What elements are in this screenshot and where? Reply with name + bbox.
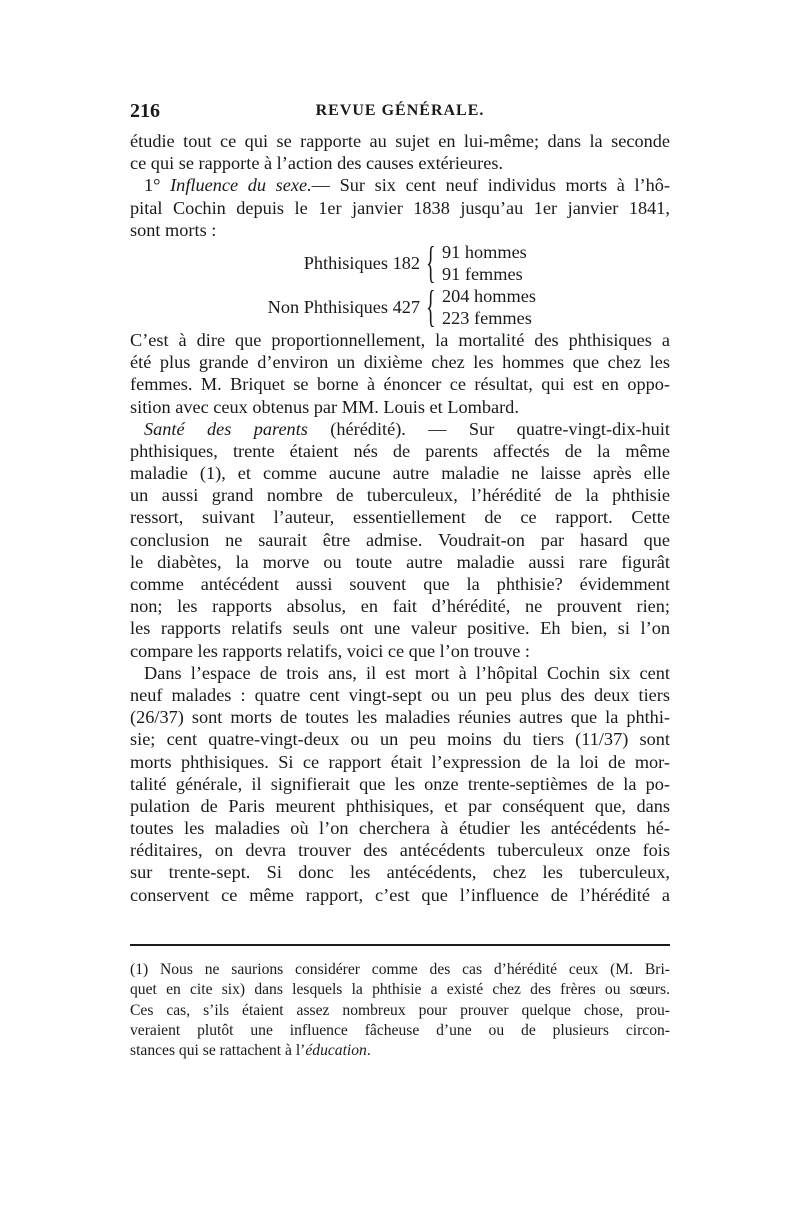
text-line: toutes les maladies où l’on cherchera à étudier les antécédents hé- — [130, 818, 670, 839]
text-line: neuf malades : quatre cent vingt-sept ou un peu plus des deux tiers — [130, 684, 670, 705]
section-heading-line: Santé des parents (hérédité). — Sur quatre-vingt-dix-huit — [144, 418, 670, 439]
running-header — [130, 100, 670, 126]
non-phthisiques-men: 204 hommes — [442, 285, 536, 306]
text-line: pital Cochin depuis le 1er janvier 1838 jusqu’au 1er janvier 1841, — [130, 197, 670, 218]
footnote-line: (1) Nous ne saurions considérer comme des cas d’hérédité ceux (M. Bri- — [130, 961, 670, 978]
non-phthisiques-label: Non Phthisiques 427 — [267, 296, 420, 317]
running-title: REVUE GÉNÉRALE. — [315, 102, 485, 119]
text-line: compare les rapports relatifs, voici ce que l’on trouve : — [130, 640, 531, 661]
text-line: ce qui se rapporte à l’action des causes extérieures. — [130, 153, 504, 174]
footnote-line: stances qui se rattachent à l’éducation. — [130, 1042, 371, 1060]
section-title-heredity: Santé des parents — [144, 418, 308, 439]
text-line: phthisiques, trente étaient nés de parents affectés de la même — [130, 440, 670, 461]
phthisiques-women: 91 femmes — [442, 263, 523, 284]
section-heading-line: 1° Influence du sexe.— Sur six cent neuf individus morts à l’hô- — [144, 175, 670, 196]
text-line: conclusion ne saurait être admise. Voudrait-on par hasard que — [130, 529, 670, 550]
phthisiques-label: Phthisiques 182 — [303, 252, 420, 273]
text-line: sie; cent quatre-vingt-deux ou un peu moins du tiers (11/37) sont — [130, 729, 670, 750]
text-line: morts phthisiques. Si ce rapport était l’expression de la loi de mor- — [130, 751, 670, 772]
brace-icon: { — [426, 281, 436, 331]
text-line: comme antécédent aussi souvent que la phthisie? évidemment — [130, 574, 670, 594]
mortality-table — [130, 237, 670, 331]
text-line: pulation de Paris meurent phthisiques, et par conséquent que, dans — [130, 795, 670, 816]
text-line: sition avec ceux obtenus par MM. Louis et Lombard. — [130, 396, 519, 417]
text-line: Dans l’espace de trois ans, il est mort à l’hôpital Cochin six cent — [144, 662, 670, 683]
text-line: été plus grande d’environ un dixième chez les hommes que chez les — [130, 352, 670, 373]
non-phthisiques-women: 223 femmes — [442, 307, 532, 328]
footnote — [130, 960, 670, 1061]
text-line: un aussi grand nombre de tuberculeux, l’hérédité de la phthisie — [130, 485, 670, 506]
section-title-sex: Influence du sexe. — [170, 175, 312, 196]
footnote-line: veraient plutôt une influence fâcheuse d’une ou de plusieurs circon- — [130, 1021, 670, 1039]
page-number: 216 — [130, 100, 160, 122]
text-line: réditaires, on devra trouver des antécédents tuberculeux onze fois — [130, 840, 670, 861]
text-line: conservent ce même rapport, c’est que l’influence de l’hérédité a — [130, 884, 670, 905]
text-line: le diabètes, la morve ou toute autre maladie aussi rare figurât — [130, 551, 670, 572]
text-line: sur trente-sept. Si donc les antécédents, chez les tuberculeux, — [130, 862, 670, 883]
text-line: les rapports relatifs seuls ont une valeur positive. Eh bien, si l’on — [130, 618, 670, 639]
text-line: C’est à dire que proportionnellement, la mortalité des phthisiques a — [130, 329, 670, 350]
text-line: (26/37) sont morts de toutes les maladies réunies autres que la phthi- — [130, 707, 670, 728]
footnote-emphasis: éducation — [305, 1042, 367, 1060]
footnote-line: quet en cite six) dans lesquels la phthisie a existé chez des frères ou sœurs. — [130, 981, 670, 999]
phthisiques-men: 91 hommes — [442, 241, 527, 262]
text-line: femmes. M. Briquet se borne à énoncer ce résultat, qui est en oppo- — [130, 374, 670, 395]
text-line: maladie (1), et comme aucune autre maladie ne laisse après elle — [130, 463, 670, 484]
footnote-divider — [130, 944, 670, 946]
text-line: étudie tout ce qui se rapporte au sujet en lui-même; dans la seconde — [130, 131, 670, 151]
text-line: talité générale, il signifierait que les onze trente-septièmes de la po- — [130, 773, 670, 794]
text-line: ressort, suivant l’auteur, essentiellement de ce rapport. Cette — [130, 507, 670, 528]
main-text — [130, 130, 670, 906]
brace-icon: { — [426, 237, 436, 287]
text-line: non; les rapports absolus, en fait d’hérédité, ne prouvent rien; — [130, 596, 670, 617]
text-line: sont morts : — [130, 219, 217, 240]
footnote-line: Ces cas, s’ils étaient assez nombreux pour prouver quelque chose, prou- — [130, 1001, 670, 1019]
